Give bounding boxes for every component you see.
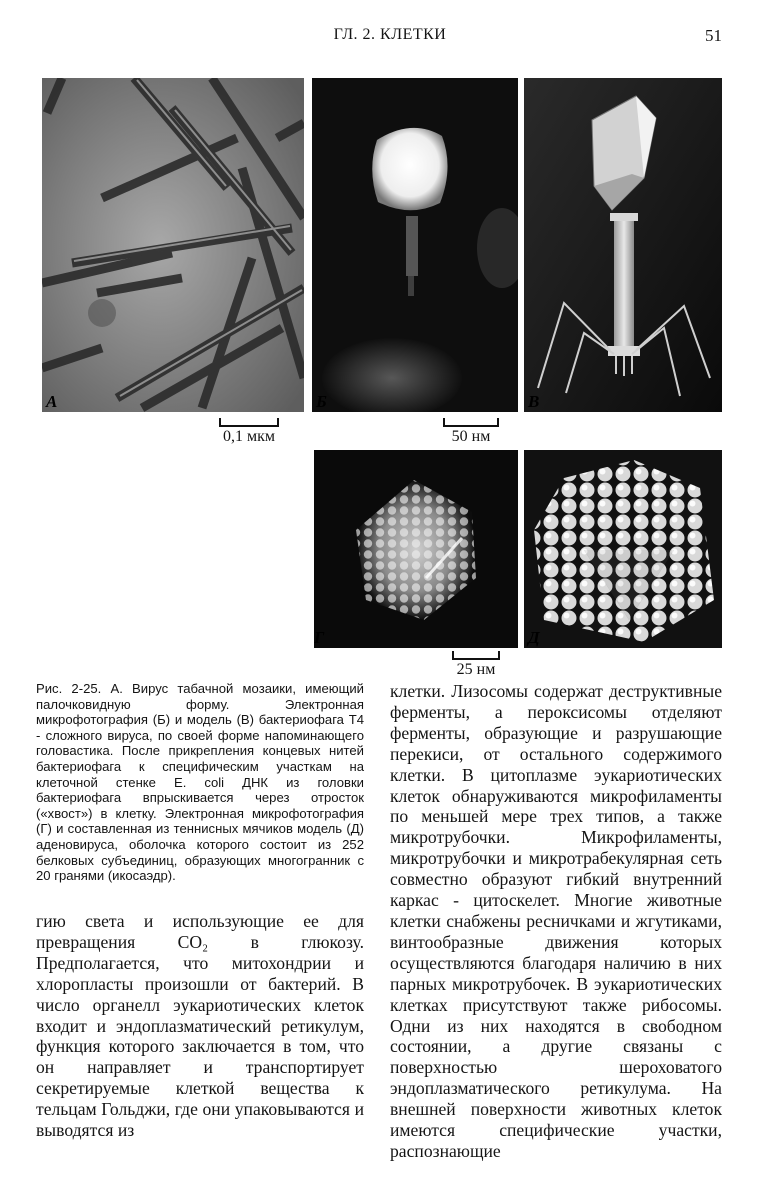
scale-bar-label: 50 нм — [451, 428, 491, 445]
figure-panel-b — [312, 78, 518, 412]
t4-micrograph-image — [312, 78, 518, 412]
figure-panel-c — [524, 78, 722, 412]
panel-letter-a: А — [46, 392, 58, 411]
chapter-title: ГЛ. 2. КЛЕТКИ — [333, 26, 447, 43]
body-paragraph: клетки. Лизосомы содержат деструктивные ферменты, а пероксисомы отделяют ферменты, образующие и разрушающие перекиси, от остального содержимого клетки. В цитоплазме эукариотических клеток обнаруживаются микрофиламенты по меньшей мере трех типов, а также микротрубочки. Микрофиламенты, микротрубочки и микротрабекулярная сеть совместно образуют гибкий внутренний каркас - цитоскелет. Многие животные клетки снабжены ресничками и жгутиками, винтообразные движения которых осуществляются благодаря наличию в них парных микротрубочек. В эукариотических клетках присутствуют также рибосомы. Одни из них находятся в свободном состоянии, а другие связаны с поверхностью шероховатого эндоплазматического ретикулума. На внешней поверхности животных клеток имеются специфические участки, распознающие — [390, 681, 722, 1161]
tmv-micrograph-image — [42, 78, 304, 412]
scale-bar-label: 25 нм — [456, 661, 496, 678]
figure-panel-e — [524, 450, 722, 648]
caption-text: Рис. 2-25. А. Вирус табачной мозаики, имеющий палочковидную форму. Электронная микрофотография (Б) и модель (В) бактериофага Т4 - сложного вируса, по своей форме напоминающего головастика. После прикрепления концевых нитей бактериофага к специфическим участкам на клеточной стенке E. coli ДНК из головки бактериофага впрыскивается через отросток («хвост») в клетку. Электронная микрофотография (Г) и составленная из теннисных мячиков модель (Д) аденовируса, оболочка которого состоит из 252 белковых субъединиц, образующих многогранник с 20 гранями (икосаэдр). — [36, 681, 364, 884]
panel-letter-c: В — [528, 392, 540, 411]
figure-panel-d — [314, 450, 518, 648]
figure-panel-a — [42, 78, 304, 412]
scale-bar-c — [446, 651, 506, 679]
scale-bar-b — [438, 418, 504, 446]
body-paragraph: гию света и использующие ее для превращения CO₂ в глюкозу. Предполагается, что митохондрии и хлоропласты произошли от бактерий. В число органелл эукариотических клеток входит и эндоплазматический ретикулум, функция которого заключается в том, что он направляет и транспортирует секретируемые клеткой вещества к тельцам Гольджи, где они упаковываются и выводятся из — [36, 911, 364, 1141]
figure-caption — [36, 681, 364, 884]
panel-letter-d: Г — [314, 628, 325, 647]
t4-model-image — [524, 78, 722, 412]
page-number: 51 — [705, 26, 722, 45]
scale-bar-line — [219, 418, 279, 427]
scale-bar-label: 0,1 мкм — [222, 428, 276, 445]
panel-letter-b: Б — [316, 392, 327, 411]
panel-letter-e: Д — [528, 628, 540, 647]
body-left-column — [36, 911, 364, 1141]
adenovirus-model-image — [524, 450, 722, 648]
adenovirus-micrograph-image — [314, 450, 518, 648]
body-right-column — [390, 681, 722, 1162]
scale-bar-line — [452, 651, 500, 660]
scale-bar-a — [214, 418, 284, 446]
scale-bar-line — [443, 418, 499, 427]
